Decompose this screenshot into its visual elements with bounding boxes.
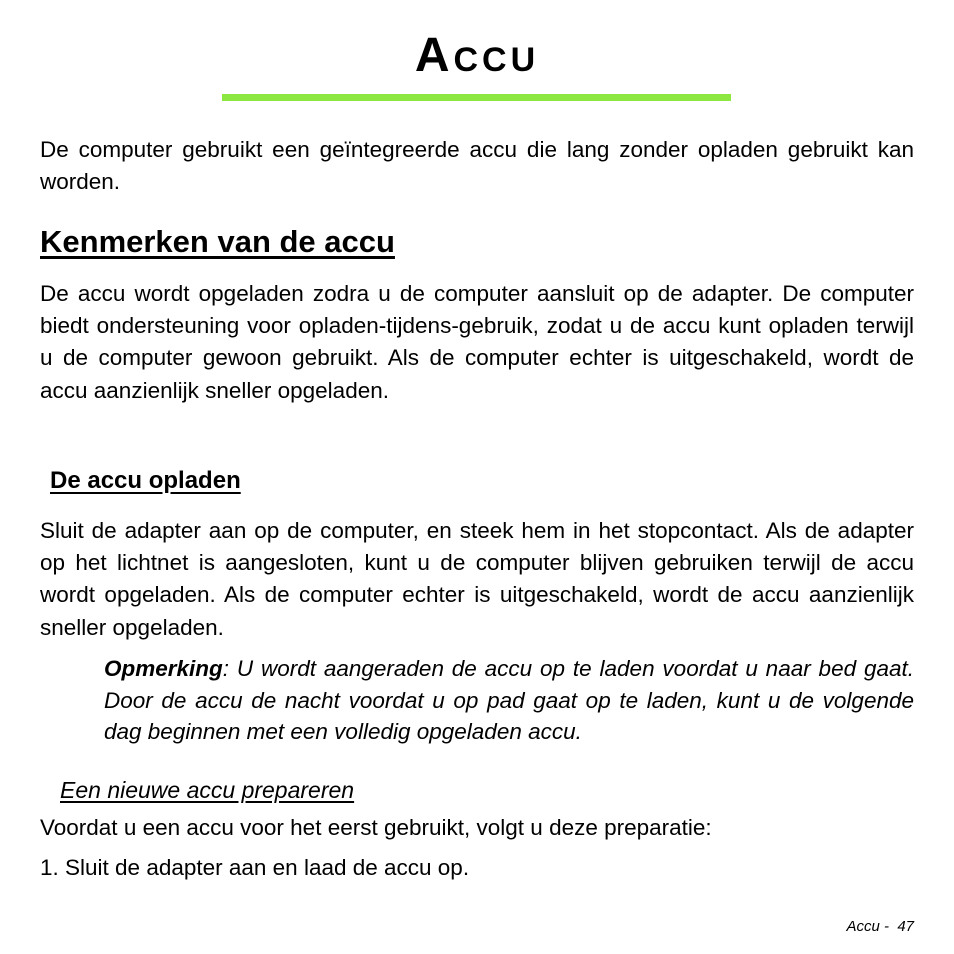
note-text: : U wordt aangeraden de accu op te laden voordat u naar bed gaat. Door de accu de nacht voordat u op pad gaat op te laden, kunt u de volgende dag beginnen met een volledig opgeladen accu. bbox=[104, 656, 914, 745]
section-heading: Kenmerken van de accu bbox=[40, 224, 395, 259]
footer-page-number: 47 bbox=[897, 918, 914, 935]
intro-paragraph: De computer gebruikt een geïntegreerde accu die lang zonder opladen gebruikt kan worden. bbox=[40, 137, 914, 195]
footer-section: Accu - bbox=[846, 918, 889, 935]
title-underline-bar bbox=[222, 94, 731, 101]
note-block bbox=[104, 653, 914, 748]
page-footer bbox=[846, 917, 914, 937]
charging-paragraph: Sluit de adapter aan op de computer, en steek hem in het stopcontact. Als de adapter op het lichtnet is aangesloten, kunt u de computer blijven gebruiken terwijl de accu wordt opgeladen. Als de computer echter is uitgeschakeld, wordt de accu aanzienlijk sneller opgeladen. bbox=[40, 518, 914, 640]
page-title: Accu bbox=[414, 29, 540, 82]
step-1: 1. Sluit de adapter aan en laad de accu op. bbox=[40, 855, 470, 880]
note-label: Opmerking bbox=[104, 656, 223, 681]
section-paragraph: De accu wordt opgeladen zodra u de computer aansluit op de adapter. De computer biedt ondersteuning voor opladen-tijdens-gebruik, zodat u de accu kunt opladen terwijl u de computer gewoon gebruikt. Als de computer echter is uitgeschakeld, wordt de accu aanzienlijk sneller opgeladen. bbox=[40, 281, 914, 403]
subsection-heading-preparing: Een nieuwe accu prepareren bbox=[60, 777, 355, 803]
subsection-heading-charging: De accu opladen bbox=[50, 467, 241, 494]
preparing-intro: Voordat u een accu voor het eerst gebruikt, volgt u deze preparatie: bbox=[40, 815, 712, 840]
